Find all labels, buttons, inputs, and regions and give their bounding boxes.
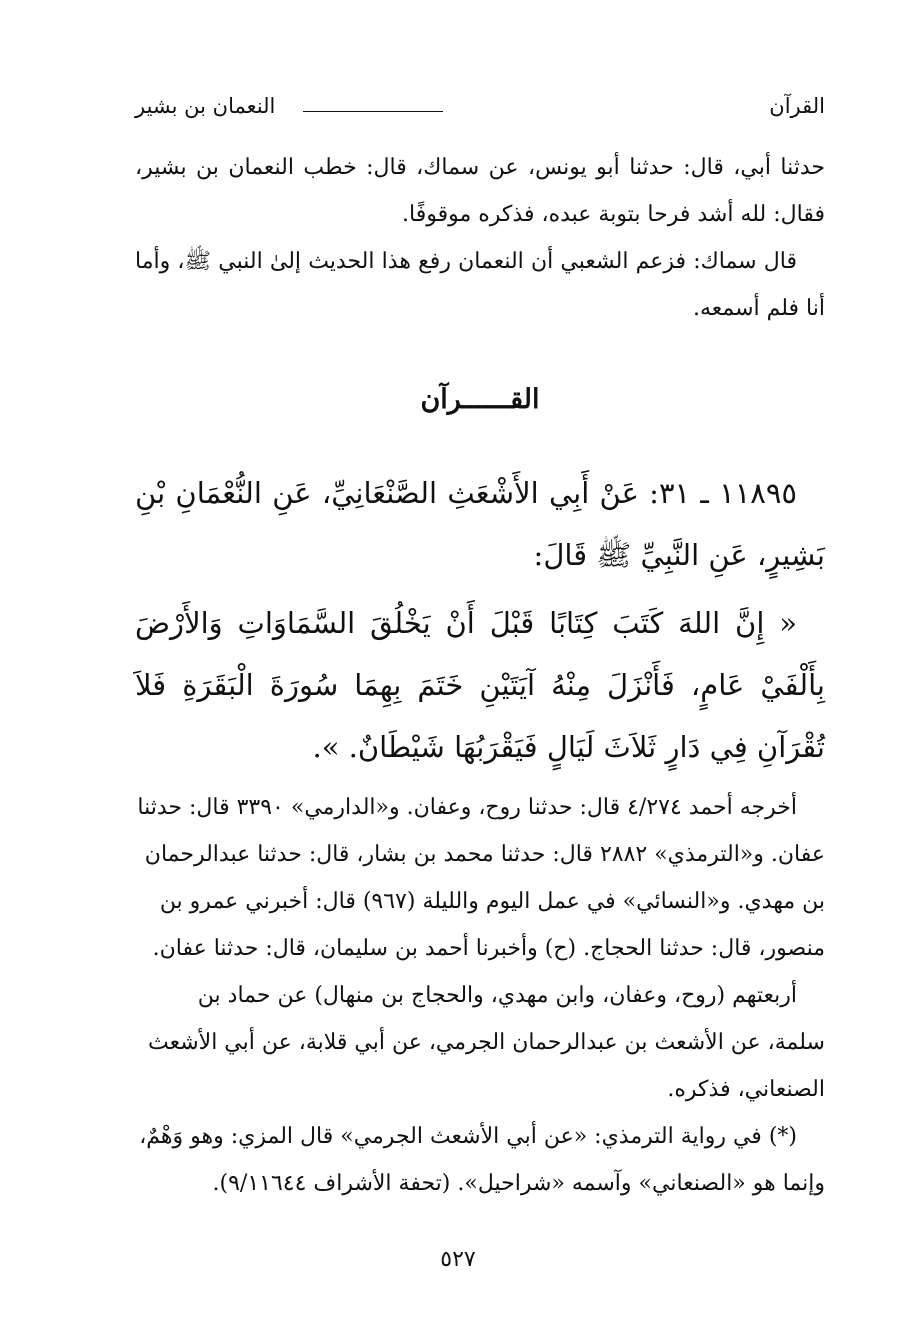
page-number: ٥٢٧ bbox=[440, 1247, 476, 1272]
section-title: القــــــرآن bbox=[420, 384, 540, 415]
takhrij-paragraph-2: أربعتهم (روح، وعفان، وابن مهدي، والحجاج بن منهال) عن حماد بن سلمة، عن الأشعث بن عبدالرحمان الجرمي، عن أبي قلابة، عن أبي الأشعث الصنعاني، فذكره. bbox=[148, 983, 825, 1102]
hadith-text: « إِنَّ اللهَ كَتَبَ كِتَابًا قَبْلَ أَنْ يَخْلُقَ السَّمَاوَاتِ وَالأَرْضَ بِأَلْفَيْ عَامٍ، فَأَنْزَلَ مِنْهُ آيَتَيْنِ خَتَمَ بِهِمَا سُورَةَ الْبَقَرَةِ فَلاَ تُقْرَآنِ فِي دَارٍ ثَلاَثَ لَيَالٍ فَيَقْرَبُهَا شَيْطَانٌ. ». bbox=[135, 606, 825, 764]
header-rule bbox=[303, 111, 443, 112]
running-header bbox=[135, 94, 825, 128]
intro-paragraph-1: حدثنا أبي، قال: حدثنا أبو يونس، عن سماك، قال: خطب النعمان بن بشير، فقال: لله أشد فرحا بتوبة عبده، فذكره موقوفًا. bbox=[135, 155, 825, 227]
takhrij-footnote: (*) في رواية الترمذي: «عن أبي الأشعث الجرمي» قال المزي: وهو وَهْمٌ، وإنما هو «الصنعاني» وآسمه «شراحيل». (تحفة الأشراف ٩/١١٦٤٤). bbox=[139, 1124, 825, 1196]
takhrij-paragraph-1: أخرجه أحمد ٤/٢٧٤ قال: حدثنا روح، وعفان. و«الدارمي» ٣٣٩٠ قال: حدثنا عفان. و«الترمذي» ٢٨٨٢ قال: حدثنا محمد بن بشار، قال: حدثنا عبدالرحمان بن مهدي. و«النسائي» في عمل اليوم والليلة (٩٦٧) قال: أخبرني عمرو بن منصور، قال: حدثنا الحجاج. (ح) وأخبرنا أحمد بن سليمان، قال: حدثنا عفان. bbox=[137, 795, 825, 961]
intro-paragraph-2: قال سماك: فزعم الشعبي أن النعمان رفع هذا الحديث إلىٰ النبي ﷺ، وأما أنا فلم أسمعه. bbox=[135, 249, 825, 321]
intro-text bbox=[135, 144, 825, 332]
header-section-title: القرآن bbox=[769, 94, 825, 118]
takhrij-notes bbox=[135, 784, 825, 1207]
header-narrator-name: النعمان بن بشير bbox=[135, 94, 276, 118]
hadith-intro: ١١٨٩٥ ـ ٣١: عَنْ أَبِي الأَشْعَثِ الصَّنْعَانِيِّ، عَنِ النُّعْمَانِ بْنِ بَشِيرٍ، عَنِ النَّبِيِّ ﷺ قَالَ: bbox=[135, 476, 825, 572]
